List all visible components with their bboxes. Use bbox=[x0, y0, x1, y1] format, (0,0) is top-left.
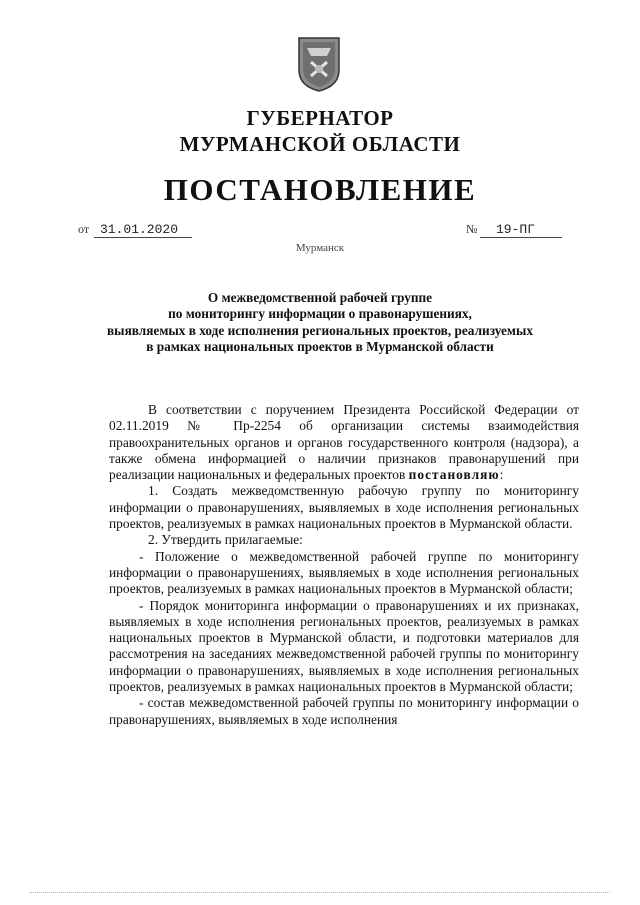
date-value: 31.01.2020 bbox=[100, 222, 179, 237]
date-underline bbox=[94, 237, 192, 238]
authority-title: ГУБЕРНАТОР bbox=[246, 106, 394, 130]
item-2-subitem: - Порядок мониторинга информации о правонарушениях и их признаках, выявляемых в ходе исполнения региональных проектов, реализуемых в рамках национальных проектов в Мурманской области, и подготовки материалов для рассмотрения на заседаниях межведомственной рабочей группы по мониторингу информации о правонарушениях, выявляемых в ходе исполнения региональных проектов, реализуемых в рамках национальных проектов в Мурманской области; bbox=[109, 597, 579, 695]
authority-region: МУРМАНСКОЙ ОБЛАСТИ bbox=[179, 132, 461, 156]
subject-line: по мониторингу информации о правонарушениях, bbox=[168, 306, 472, 322]
date-label: от bbox=[78, 222, 90, 236]
document-type-title: ПОСТАНОВЛЕНИЕ bbox=[163, 172, 477, 207]
subject-line: в рамках национальных проектов в Мурманской области bbox=[146, 339, 494, 355]
scan-edge-line bbox=[30, 892, 610, 893]
number-value: 19-ПГ bbox=[496, 222, 536, 237]
coat-of-arms-icon bbox=[293, 36, 345, 92]
document-subject bbox=[95, 290, 545, 356]
subject-line: О межведомственной рабочей группе bbox=[207, 290, 433, 305]
number-label: № bbox=[466, 222, 478, 236]
decree-word: постановляю bbox=[408, 467, 500, 483]
decree-colon: : bbox=[499, 467, 504, 483]
preamble-paragraph bbox=[109, 402, 579, 483]
issuing-authority bbox=[0, 105, 640, 157]
subject-line: выявляемых в ходе исполнения региональных проектов, реализуемых bbox=[107, 322, 533, 338]
number-underline bbox=[480, 237, 562, 238]
preamble-text: В соответствии с поручением Президента Российской Федерации от 02.11.2019 № Пр-2254 об организации системы взаимодействия правоохранительных органов и органов государственного контроля (надзора), а также обмена информацией о наличии признаков правонарушений при реализации национальных и федеральных проектов bbox=[109, 402, 579, 483]
document-body bbox=[109, 402, 579, 728]
item-2: 2. Утвердить прилагаемые: bbox=[148, 532, 303, 548]
date-number-line bbox=[78, 218, 562, 240]
item-1: 1. Создать межведомственную рабочую группу по мониторингу информации о правонарушениях, выявляемых в ходе исполнения региональных проектов, реализуемых в рамках национальных проектов в Мурманской области. bbox=[109, 483, 579, 532]
city-name: Мурманск bbox=[295, 242, 345, 254]
item-2-subitem: - состав межведомственной рабочей группы по мониторингу информации о правонарушениях, выявляемых в ходе исполнения bbox=[109, 695, 579, 727]
item-2-subitem: - Положение о межведомственной рабочей группе по мониторингу информации о правонарушениях, выявляемых в ходе исполнения региональных проектов, реализуемых в рамках национальных проектов в Мурманской области; bbox=[109, 548, 579, 597]
